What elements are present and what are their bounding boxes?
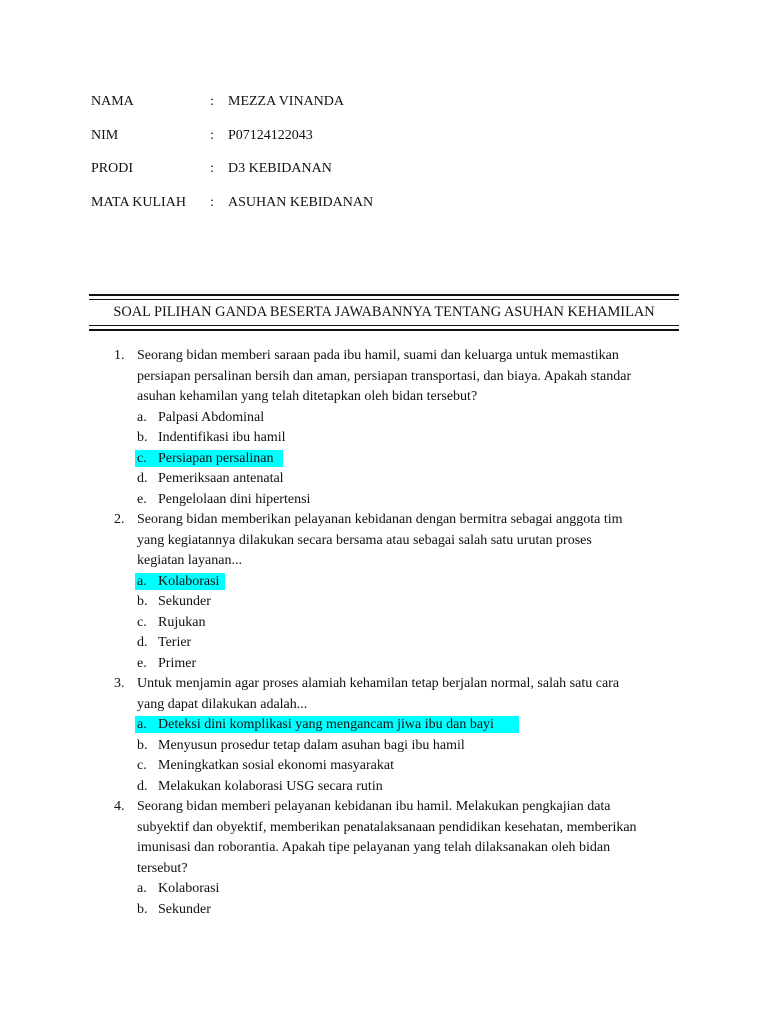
option-letter: b. <box>137 902 148 917</box>
option-text: Pengelolaan dini hipertensi <box>158 492 311 507</box>
question-number: 1. <box>114 348 125 363</box>
option-text: Pemeriksaan antenatal <box>158 471 284 486</box>
question-number: 3. <box>114 676 125 691</box>
option-letter: a. <box>137 881 147 896</box>
question-text-line: kegiatan layanan... <box>137 553 242 568</box>
question-text-line: tersebut? <box>137 861 188 876</box>
identity-value: MEZZA VINANDA <box>228 94 345 109</box>
question-text-line: yang dapat dilakukan adalah... <box>137 697 308 712</box>
identity-label: MATA KULIAH <box>91 195 186 210</box>
identity-value: P07124122043 <box>228 128 313 143</box>
option-text: Kolaborasi <box>158 881 220 896</box>
title-rule-top-inner <box>89 299 679 300</box>
option-text: Palpasi Abdominal <box>158 410 265 425</box>
option-letter: a. <box>137 410 147 425</box>
document-title: SOAL PILIHAN GANDA BESERTA JAWABANNYA TENTANG ASUHAN KEHAMILAN <box>113 304 655 320</box>
option-letter: b. <box>137 430 148 445</box>
title-rule-bottom-inner <box>89 325 679 326</box>
option-letter: c. <box>137 615 147 630</box>
option-letter: e. <box>137 492 147 507</box>
question-number: 2. <box>114 512 125 527</box>
identity-colon: : <box>210 94 214 109</box>
option-text: Indentifikasi ibu hamil <box>158 430 286 445</box>
option-letter: d. <box>137 635 148 650</box>
identity-colon: : <box>210 161 214 176</box>
option-text: Melakukan kolaborasi USG secara rutin <box>158 779 383 794</box>
title-rule-top-outer <box>89 294 679 296</box>
question-text-line: subyektif dan obyektif, memberikan penatalaksanaan pendidikan kesehatan, memberikan <box>137 820 637 835</box>
option-text: Meningkatkan sosial ekonomi masyarakat <box>158 758 394 773</box>
option-text-correct: Kolaborasi <box>158 574 220 589</box>
question-text-line: asuhan kehamilan yang telah ditetapkan oleh bidan tersebut? <box>137 389 478 404</box>
identity-colon: : <box>210 195 214 210</box>
option-letter-correct: a. <box>137 717 147 732</box>
identity-label: NIM <box>91 128 119 143</box>
question-text-line: persiapan persalinan bersih dan aman, persiapan transportasi, dan biaya. Apakah standar <box>137 369 632 384</box>
option-letter-correct: c. <box>137 451 147 466</box>
option-text: Terier <box>158 635 192 650</box>
identity-value: D3 KEBIDANAN <box>228 161 332 176</box>
question-text-line: Seorang bidan memberi saraan pada ibu hamil, suami dan keluarga untuk memastikan <box>137 348 619 363</box>
option-letter: b. <box>137 738 148 753</box>
option-letter: b. <box>137 594 148 609</box>
option-letter: e. <box>137 656 147 671</box>
question-text-line: Seorang bidan memberi pelayanan kebidanan ibu hamil. Melakukan pengkajian data <box>137 799 611 814</box>
title-block <box>89 294 679 331</box>
option-text: Primer <box>158 656 197 671</box>
option-letter-correct: a. <box>137 574 147 589</box>
question-number: 4. <box>114 799 125 814</box>
option-letter: c. <box>137 758 147 773</box>
identity-label: PRODI <box>91 161 134 176</box>
option-letter: d. <box>137 779 148 794</box>
title-rule-bottom-outer <box>89 329 679 331</box>
identity-label: NAMA <box>91 94 134 109</box>
question-text-line: yang kegiatannya dilakukan secara bersama atau sebagai salah satu urutan proses <box>137 533 592 548</box>
option-text: Sekunder <box>158 902 211 917</box>
identity-value: ASUHAN KEBIDANAN <box>228 195 374 210</box>
option-text: Rujukan <box>158 615 206 630</box>
question-text-line: Untuk menjamin agar proses alamiah kehamilan tetap berjalan normal, salah satu cara <box>137 676 620 691</box>
option-text: Sekunder <box>158 594 211 609</box>
option-text: Menyusun prosedur tetap dalam asuhan bagi ibu hamil <box>158 738 465 753</box>
option-text-correct: Deteksi dini komplikasi yang mengancam jiwa ibu dan bayi <box>158 717 494 732</box>
option-text-correct: Persiapan persalinan <box>158 451 274 466</box>
question-text-line: Seorang bidan memberikan pelayanan kebidanan dengan bermitra sebagai anggota tim <box>137 512 623 527</box>
option-letter: d. <box>137 471 148 486</box>
question-text-line: imunisasi dan roborantia. Apakah tipe pelayanan yang telah dilaksanakan oleh bidan <box>137 840 611 855</box>
identity-colon: : <box>210 128 214 143</box>
